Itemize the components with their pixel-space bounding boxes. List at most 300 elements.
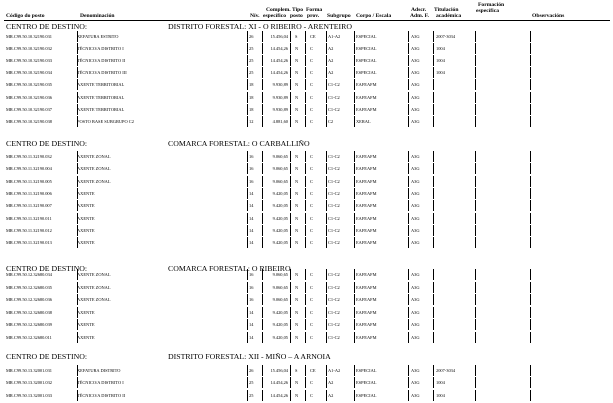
- cell-forma: C: [310, 118, 313, 124]
- column-divider: [475, 390, 476, 401]
- cell-adscr: A3G: [411, 166, 420, 172]
- column-divider: [290, 377, 291, 388]
- cell-nivel: 25: [249, 392, 254, 398]
- cell-code: MR.C99.50.11.32190.004: [6, 166, 52, 172]
- column-divider: [290, 116, 291, 127]
- table-row: [0, 213, 613, 224]
- column-divider: [354, 332, 355, 343]
- cell-denominacion: TÉCNICO/A DISTRITO II: [77, 392, 126, 398]
- cell-adscr: A3G: [411, 380, 420, 386]
- table-row: [0, 43, 613, 54]
- table-row: [0, 225, 613, 236]
- header-denominacion: Denominación: [80, 13, 115, 19]
- column-divider: [408, 332, 409, 343]
- cell-nivel: 18: [249, 82, 254, 88]
- column-divider: [433, 176, 434, 187]
- cell-adscr: A3G: [411, 392, 420, 398]
- column-divider: [305, 237, 306, 248]
- column-divider: [408, 31, 409, 42]
- column-divider: [408, 377, 409, 388]
- column-divider: [354, 319, 355, 330]
- cell-adscr: A3G: [411, 58, 420, 64]
- cell-adscr: A3G: [411, 240, 420, 246]
- cell-forma: C: [310, 82, 313, 88]
- column-divider: [354, 92, 355, 103]
- cell-nivel: 16: [249, 297, 254, 303]
- section-title: COMARCA FORESTAL: O CARBALLIÑO: [168, 139, 310, 148]
- cell-titulacion: [436, 163, 474, 174]
- cell-adscr: A3G: [411, 106, 420, 112]
- cell-corpo: ESPECIAL: [356, 46, 377, 52]
- cell-denominacion: AXENTE: [77, 215, 95, 221]
- cell-code: MR.C99.50.11.32190.032: [6, 154, 52, 159]
- column-divider: [247, 237, 248, 248]
- column-divider: [475, 269, 476, 280]
- column-divider: [433, 67, 434, 78]
- column-divider: [354, 269, 355, 280]
- column-divider: [290, 294, 291, 305]
- column-divider: [305, 67, 306, 78]
- cell-forma: C: [310, 58, 313, 64]
- column-divider: [408, 269, 409, 280]
- cell-adscr: A3G: [411, 203, 420, 209]
- cell-code: MR.C99.50.12.32680.036: [6, 297, 52, 303]
- cell-forma: C: [310, 106, 313, 112]
- column-divider: [290, 92, 291, 103]
- cell-code: MR.C99.50.10.32190.038: [6, 118, 52, 124]
- cell-forma: C: [310, 70, 313, 76]
- cell-denominacion: AXENTE ZONAL: [77, 178, 111, 184]
- cell-code: MR.C99.50.11.32190.005: [6, 178, 52, 184]
- cell-tipo: N: [295, 203, 299, 209]
- column-divider: [530, 163, 531, 174]
- column-divider: [475, 176, 476, 187]
- column-divider: [290, 55, 291, 66]
- header-complem: Complem.: [266, 7, 291, 13]
- cell-corpo: ESPECIAL: [356, 34, 377, 39]
- column-divider: [408, 294, 409, 305]
- column-divider: [530, 225, 531, 236]
- cell-tipo: N: [295, 178, 299, 184]
- cell-corpo: EAFEAFM: [356, 106, 377, 112]
- cell-complem: 15.456,04: [270, 34, 288, 39]
- column-divider: [247, 390, 248, 401]
- cell-denominacion: TÉCNICO/A DISTRITO I: [77, 46, 124, 52]
- table-row: [0, 332, 613, 343]
- header-titulacion: Titulación: [434, 7, 459, 13]
- table-row: [0, 390, 613, 401]
- column-divider: [305, 188, 306, 199]
- column-divider: [475, 116, 476, 127]
- cell-corpo: EAFEAFM: [356, 82, 377, 88]
- table-row: [0, 307, 613, 318]
- column-divider: [326, 225, 327, 236]
- column-divider: [433, 163, 434, 174]
- table-row: [0, 319, 613, 330]
- column-divider: [354, 307, 355, 318]
- cell-code: MR.C99.50.12.32680.035: [6, 284, 52, 290]
- cell-complem: 9.420,05: [272, 322, 288, 328]
- cell-tipo: N: [295, 380, 299, 386]
- column-divider: [305, 31, 306, 42]
- header-observacions: Observacións: [532, 13, 565, 19]
- cell-corpo: EAFEAFM: [356, 154, 377, 159]
- column-divider: [305, 200, 306, 211]
- cell-subgrupo: C1-C2: [328, 82, 340, 88]
- column-divider: [408, 319, 409, 330]
- cell-subgrupo: C1-C2: [328, 322, 340, 328]
- table-row: [0, 200, 613, 211]
- cell-titulacion: [436, 307, 474, 318]
- column-divider: [326, 294, 327, 305]
- column-divider: [408, 282, 409, 293]
- column-divider: [247, 79, 248, 90]
- column-divider: [475, 200, 476, 211]
- cell-tipo: N: [295, 70, 299, 76]
- header-posto: posto: [290, 13, 303, 19]
- column-divider: [326, 176, 327, 187]
- column-divider: [433, 319, 434, 330]
- column-divider: [433, 188, 434, 199]
- cell-code: MR.C99.50.10.32190.032: [6, 46, 52, 52]
- column-divider: [326, 365, 327, 376]
- column-divider: [433, 55, 434, 66]
- column-divider: [408, 307, 409, 318]
- column-divider: [354, 213, 355, 224]
- cell-tipo: N: [295, 272, 299, 277]
- column-divider: [530, 213, 531, 224]
- cell-titulacion: [436, 104, 474, 115]
- column-divider: [326, 43, 327, 54]
- column-divider: [247, 377, 248, 388]
- column-divider: [326, 377, 327, 388]
- cell-forma: C: [310, 190, 313, 196]
- cell-denominacion: AXENTE: [77, 227, 95, 233]
- cell-forma: C: [310, 272, 313, 277]
- section-title: COMARCA FORESTAL: O RIBEIRO: [168, 264, 291, 273]
- column-divider: [433, 294, 434, 305]
- cell-denominacion: AXENTE: [77, 335, 95, 340]
- cell-denominacion: AXENTE ZONAL: [77, 284, 111, 290]
- cell-subgrupo: C1-C2: [328, 240, 340, 246]
- column-divider: [433, 225, 434, 236]
- table-row: [0, 151, 613, 162]
- column-divider: [290, 365, 291, 376]
- cell-denominacion: AXENTE ZONAL: [77, 166, 111, 172]
- column-divider: [354, 225, 355, 236]
- column-divider: [326, 31, 327, 42]
- cell-adscr: A3G: [411, 215, 420, 221]
- cell-titulacion: 1004: [436, 380, 445, 386]
- cell-nivel: 16: [249, 178, 254, 184]
- cell-titulacion: [436, 188, 474, 199]
- cell-forma: C: [310, 392, 313, 398]
- cell-adscr: A3G: [411, 70, 420, 76]
- table-row: [0, 104, 613, 115]
- column-divider: [408, 151, 409, 162]
- cell-corpo: EAFEAFM: [356, 215, 377, 221]
- column-divider: [530, 237, 531, 248]
- cell-subgrupo: C1-C2: [328, 166, 340, 172]
- cell-titulacion: [436, 319, 474, 330]
- cell-complem: 9.060,65: [272, 154, 288, 159]
- cell-forma: CE: [310, 368, 316, 373]
- cell-tipo: N: [295, 118, 299, 124]
- column-divider: [530, 282, 531, 293]
- column-divider: [305, 377, 306, 388]
- column-divider: [326, 213, 327, 224]
- cell-subgrupo: C1-C2: [328, 154, 340, 159]
- cell-code: MR.C99.50.11.32190.011: [6, 215, 52, 221]
- column-divider: [305, 116, 306, 127]
- column-divider: [530, 188, 531, 199]
- column-divider: [326, 269, 327, 280]
- cell-nivel: 14: [249, 309, 254, 315]
- cell-titulacion: [436, 282, 474, 293]
- column-divider: [475, 307, 476, 318]
- section-header: [6, 22, 606, 31]
- cell-tipo: N: [295, 227, 299, 233]
- column-divider: [530, 104, 531, 115]
- section-label: CENTRO DE DESTINO:: [6, 352, 87, 361]
- column-divider: [247, 104, 248, 115]
- cell-tipo: N: [295, 46, 299, 52]
- cell-subgrupo: C1-C2: [328, 284, 340, 290]
- column-divider: [354, 67, 355, 78]
- cell-complem: 9.420,05: [272, 190, 288, 196]
- column-divider: [326, 79, 327, 90]
- column-divider: [408, 67, 409, 78]
- cell-nivel: 25: [249, 380, 254, 386]
- column-divider: [247, 307, 248, 318]
- cell-complem: 14.454,26: [270, 392, 288, 398]
- table-row: [0, 31, 613, 42]
- column-divider: [326, 67, 327, 78]
- column-divider: [433, 79, 434, 90]
- cell-code: MR.C99.50.10.32190.037: [6, 106, 52, 112]
- cell-complem: 14.454,26: [270, 58, 288, 64]
- cell-titulacion: 2007-3034: [436, 34, 456, 39]
- column-divider: [354, 390, 355, 401]
- cell-subgrupo: C1-C2: [328, 297, 340, 303]
- table-row: [0, 176, 613, 187]
- column-divider: [247, 213, 248, 224]
- cell-corpo: ESPECIAL: [356, 392, 377, 398]
- cell-forma: C: [310, 297, 313, 303]
- column-divider: [433, 269, 434, 280]
- section-label: CENTRO DE DESTINO:: [6, 139, 87, 148]
- table-row: [0, 92, 613, 103]
- cell-subgrupo: C1-C2: [328, 309, 340, 315]
- column-divider: [247, 67, 248, 78]
- cell-titulacion: [436, 116, 474, 127]
- cell-titulacion: 1004: [436, 70, 445, 76]
- cell-tipo: N: [295, 106, 299, 112]
- cell-corpo: EAFEAFM: [356, 178, 377, 184]
- column-divider: [326, 104, 327, 115]
- cell-forma: C: [310, 240, 313, 246]
- cell-adscr: A3G: [411, 284, 420, 290]
- column-divider: [305, 269, 306, 280]
- column-divider: [290, 31, 291, 42]
- cell-complem: 9.060,65: [272, 284, 288, 290]
- column-divider: [290, 213, 291, 224]
- cell-complem: 9.060,65: [272, 166, 288, 172]
- column-divider: [475, 282, 476, 293]
- column-divider: [290, 43, 291, 54]
- column-divider: [354, 163, 355, 174]
- cell-denominacion: AXENTE ZONAL: [77, 272, 111, 277]
- cell-denominacion: AXENTE: [77, 240, 95, 246]
- cell-tipo: S: [295, 34, 298, 39]
- column-divider: [326, 390, 327, 401]
- cell-nivel: 26: [249, 34, 254, 39]
- column-divider: [354, 237, 355, 248]
- cell-subgrupo: A2: [328, 70, 334, 76]
- column-divider: [475, 31, 476, 42]
- header-formacion: Formación: [478, 2, 505, 8]
- cell-denominacion: AXENTE ZONAL: [77, 154, 111, 159]
- column-divider: [354, 151, 355, 162]
- cell-corpo: EAFEAFM: [356, 227, 377, 233]
- table-row: [0, 269, 613, 280]
- header-rule: [4, 20, 610, 21]
- header-codigo: Código do posto: [6, 13, 45, 19]
- section-title: DISTRITO FORESTAL: XI - O RIBEIRO - ARENTEIRO: [168, 22, 352, 31]
- cell-tipo: N: [295, 154, 299, 159]
- cell-tipo: N: [295, 240, 299, 246]
- column-divider: [530, 116, 531, 127]
- cell-corpo: EAFEAFM: [356, 335, 377, 340]
- column-divider: [305, 55, 306, 66]
- cell-nivel: 14: [249, 190, 254, 196]
- cell-forma: C: [310, 380, 313, 386]
- column-divider: [290, 390, 291, 401]
- column-divider: [247, 116, 248, 127]
- cell-tipo: N: [295, 190, 299, 196]
- cell-tipo: N: [295, 94, 299, 100]
- cell-subgrupo: C1-C2: [328, 203, 340, 209]
- cell-forma: C: [310, 154, 313, 159]
- column-divider: [290, 282, 291, 293]
- cell-adscr: A3G: [411, 154, 420, 159]
- cell-code: MR.C99.50.10.32190.036: [6, 94, 52, 100]
- section-title: DISTRITO FORESTAL: XII - MIÑO – A ARNOIA: [168, 352, 331, 361]
- column-divider: [305, 294, 306, 305]
- column-divider: [408, 213, 409, 224]
- column-divider: [475, 319, 476, 330]
- column-divider: [433, 43, 434, 54]
- cell-nivel: 14: [249, 240, 254, 246]
- cell-complem: 9.930,89: [272, 94, 288, 100]
- column-divider: [433, 213, 434, 224]
- column-divider: [475, 294, 476, 305]
- cell-forma: C: [310, 203, 313, 209]
- cell-forma: C: [310, 166, 313, 172]
- table-row: [0, 55, 613, 66]
- column-divider: [305, 365, 306, 376]
- column-divider: [247, 319, 248, 330]
- column-divider: [475, 225, 476, 236]
- cell-subgrupo: C1-C2: [328, 190, 340, 196]
- column-divider: [326, 200, 327, 211]
- column-divider: [408, 237, 409, 248]
- header-nivel: Nív.: [250, 13, 260, 19]
- column-divider: [247, 176, 248, 187]
- column-divider: [530, 200, 531, 211]
- cell-subgrupo: A1-A2: [328, 34, 341, 39]
- column-divider: [247, 55, 248, 66]
- cell-tipo: N: [295, 166, 299, 172]
- section-header: [6, 139, 606, 148]
- cell-forma: C: [310, 284, 313, 290]
- cell-titulacion: [436, 151, 474, 162]
- cell-nivel: 25: [249, 58, 254, 64]
- cell-complem: 9.420,05: [272, 240, 288, 246]
- cell-nivel: 25: [249, 46, 254, 52]
- cell-corpo: EAFEAFM: [356, 203, 377, 209]
- header-subgrupo: Subgrupo: [327, 13, 351, 19]
- cell-nivel: 26: [249, 368, 254, 373]
- cell-titulacion: [436, 92, 474, 103]
- cell-nivel: 14: [249, 203, 254, 209]
- cell-nivel: 14: [249, 227, 254, 233]
- cell-complem: 9.930,89: [272, 106, 288, 112]
- cell-corpo: EAFEAFM: [356, 240, 377, 246]
- column-divider: [475, 377, 476, 388]
- cell-code: MR.C99.50.13.32001.033: [6, 392, 52, 398]
- cell-nivel: 14: [249, 322, 254, 328]
- cell-denominacion: POSTO BASE SUBGRUPO C2: [77, 118, 134, 124]
- cell-denominacion: TÉCNICO/A DISTRITO III: [77, 70, 127, 76]
- cell-subgrupo: C1-C2: [328, 272, 340, 277]
- column-divider: [305, 390, 306, 401]
- cell-titulacion: [436, 213, 474, 224]
- column-divider: [354, 176, 355, 187]
- column-divider: [247, 200, 248, 211]
- cell-denominacion: AXENTE: [77, 203, 95, 209]
- column-divider: [530, 319, 531, 330]
- cell-titulacion: [436, 225, 474, 236]
- column-divider: [530, 151, 531, 162]
- cell-tipo: N: [295, 309, 299, 315]
- column-divider: [247, 269, 248, 280]
- cell-code: MR.C99.50.12.32680.034: [6, 272, 52, 277]
- cell-complem: 9.420,05: [272, 227, 288, 233]
- column-divider: [305, 319, 306, 330]
- column-divider: [433, 200, 434, 211]
- cell-code: MR.C99.50.11.32190.007: [6, 203, 52, 209]
- cell-complem: 9.420,05: [272, 203, 288, 209]
- cell-subgrupo: A2: [328, 380, 334, 386]
- cell-complem: 15.456,04: [270, 368, 288, 373]
- column-divider: [408, 116, 409, 127]
- header-adm-f: Adm. F.: [410, 13, 429, 19]
- cell-subgrupo: A2: [328, 46, 334, 52]
- cell-adscr: A3G: [411, 335, 420, 340]
- cell-complem: 9.420,05: [272, 335, 288, 340]
- column-divider: [290, 104, 291, 115]
- column-divider: [247, 151, 248, 162]
- column-divider: [326, 151, 327, 162]
- column-divider: [408, 79, 409, 90]
- header-especifico: específico: [263, 13, 286, 19]
- cell-complem: 4.881,60: [272, 118, 288, 124]
- cell-adscr: A3G: [411, 190, 420, 196]
- column-divider: [290, 188, 291, 199]
- column-divider: [305, 213, 306, 224]
- cell-corpo: XERAL: [356, 118, 371, 124]
